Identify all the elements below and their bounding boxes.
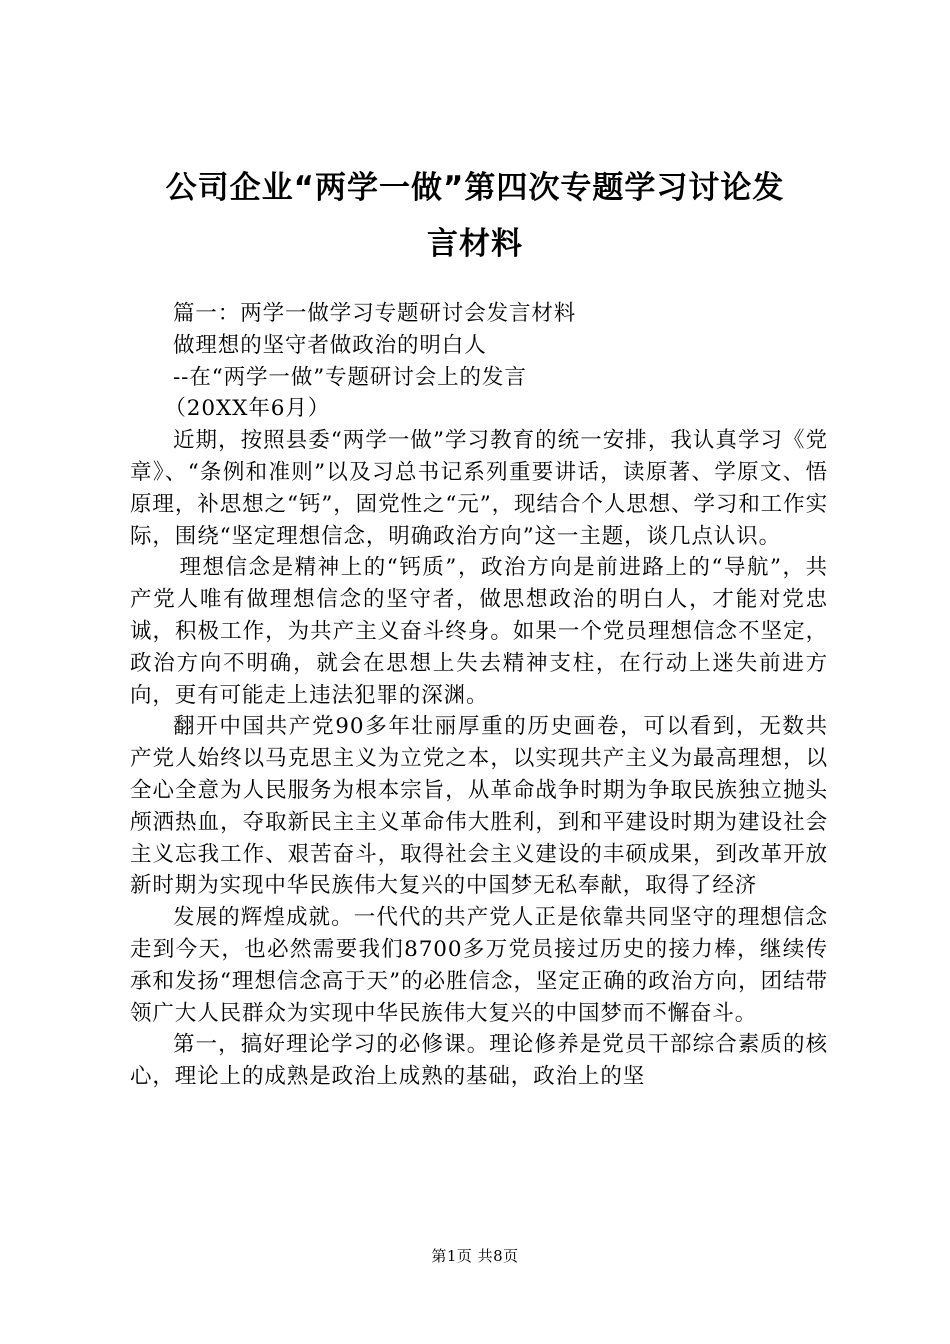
speech-subtitle: --在“两学一做”专题研讨会上的发言 (173, 364, 527, 390)
title-line-2: 言材料 (427, 226, 523, 262)
body-paragraph: 理想信念是精神上的“钙质”，政治方向是前进路上的“导航”，共产党人唯有做理想信念的坚守者，做思想政治的明白人，才能对党忠诚，积极工作，为共产主义奋斗终身。如果一个党员理想信念不坚定，政治方向不明确，就会在思想上失去精神支柱，在行动上迷失前进方向，更有可能走上违法犯罪的深渊。 (130, 555, 828, 708)
document-body (130, 298, 828, 1093)
speech-title: 做理想的坚守者做政治的明白人 (173, 332, 487, 358)
document-title (118, 160, 832, 272)
page-footer: 第1页 共8页 (431, 1247, 519, 1265)
speech-date: （20XX年6月） (164, 396, 331, 422)
section-heading: 篇一：两学一做学习专题研讨会发言材料 (173, 301, 577, 326)
body-paragraph: 发展的辉煌成就。一代代的共产党人正是依靠共同坚守的理想信念走到今天，也必然需要我们8700多万党员接过历史的接力棒，继续传承和发扬“理想信念高于天”的必胜信念，坚定正确的政治方向，团结带领广大人民群众为实现中华民族伟大复兴的中国梦而不懈奋斗。 (130, 905, 828, 1026)
title-line-1: 公司企业“两学一做”第四次专题学习讨论发 (165, 170, 785, 206)
body-paragraph: 第一，搞好理论学习的必修课。理论修养是党员干部综合素质的核心，理论上的成熟是政治上成熟的基础，政治上的坚 (130, 1032, 828, 1090)
body-paragraph: 翻开中国共产党90多年壮丽厚重的历史画卷，可以看到，无数共产党人始终以马克思主义为立党之本，以实现共产主义为最高理想，以全心全意为人民服务为根本宗旨，从革命战争时期为争取民族独立抛头颅洒热血，夺取新民主主义革命伟大胜利，到和平建设时期为建设社会主义忘我工作、艰苦奋斗，取得社会主义建设的丰硕成果，到改革开放新时期为实现中华民族伟大复兴的中国梦无私奉献，取得了经济 (130, 714, 828, 899)
body-paragraph: 近期，按照县委“两学一做”学习教育的统一安排，我认真学习《党章》、“条例和准则”以及习总书记系列重要讲话，读原著、学原文、悟原理，补思想之“钙”，固党性之“元”，现结合个人思想、学习和工作实际，围绕“坚定理想信念，明确政治方向”这一主题，谈几点认识。 (130, 428, 828, 549)
